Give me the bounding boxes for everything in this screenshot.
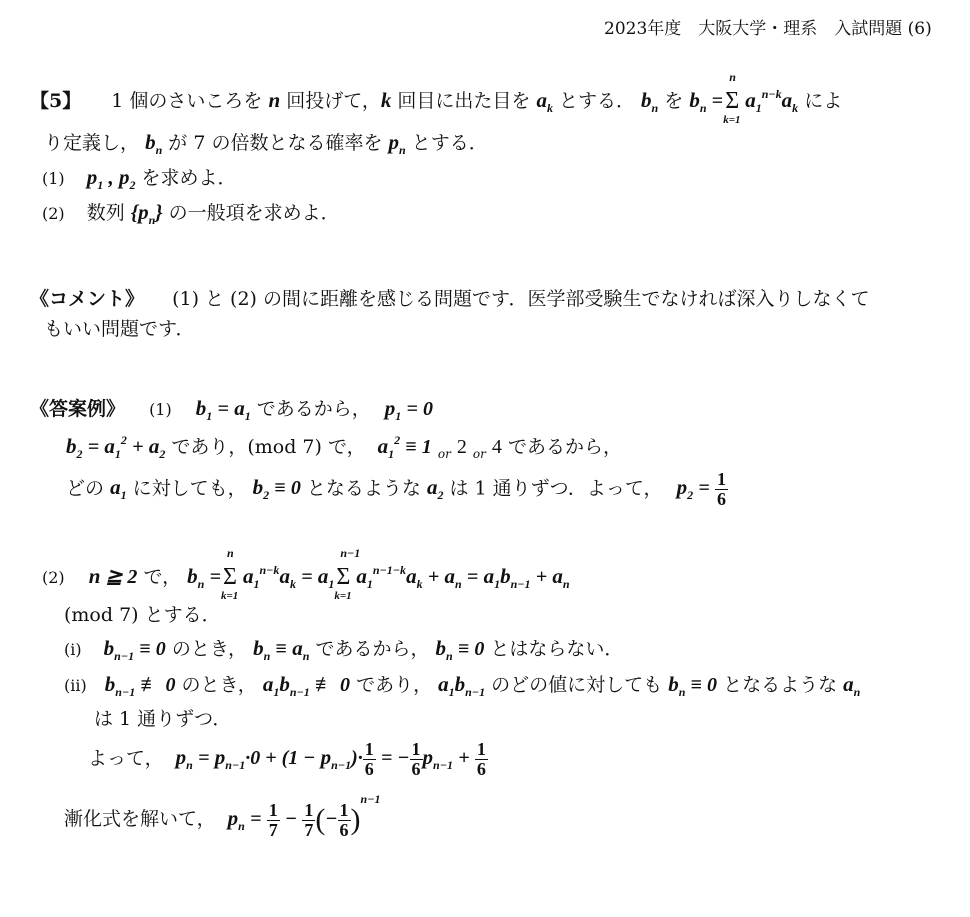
problem-line-2: り定義し， $b_n$ が 7 の倍数となる確率を $p_n$ とする． [44,130,488,157]
case-ii: (ii) $b_{n-1}$ ≢ 0 のとき， $a_1b_{n-1}$ ≢ 0 であり， $a_1b_{n-1}$ のどの値に対しても $b_n \equiv 0$ となるような $a_n$ [64,672,861,699]
page-header: 2023年度 大阪大学・理系 入試問題 (6) [604,19,932,39]
bn-definition: $b_n$ = n Σ k=1 $a_1^{n-k}a_k$ [689,70,799,127]
answer-line-3: どの $a_1$ に対しても， $b_2 \equiv 0$ となるような $a_2$ は 1 通りずつ．よって， $p_2$ = $\frac{1}{6}$ [66,469,726,509]
comment-line-1: 《コメント》 (1) と (2) の間に距離を感じる問題です．医学部受験生でなければ深入りしなくて [30,288,870,310]
answer-line-1: 《答案例》 (1) $b_1 = a_1$ であるから， $p_1 = 0$ [30,396,433,423]
question-2: (2) 数列 $\{p_n\}$ の一般項を求めよ． [42,200,340,227]
solution-line: 漸化式を解いて， $p_n$ = $\frac{1}{7}$ − $\frac{1}{7}$ (− $\frac{1}{6}$ )$^{n-1}$ [64,792,381,840]
mod-line: (mod 7) とする． [64,604,221,626]
answer-label: 《答案例》 [30,398,126,420]
comment-line-2: もいい問題です． [44,318,195,340]
recurrence-line: よって， $p_n = p_{n-1}\cdot 0 + (1 - p_{n-1})\cdot$ $\frac{1}{6}$ = − $\frac{1}{6}$ $p_{n-1}$ + $\frac{1}{6}$ [88,739,486,779]
answer-part2-line-1: (2) n ≧ 2 で， $b_n$ = n Σ k=1 $a_1^{n-k}a_k = a_1$ n−1 Σ k=1 $a_1^{n-1-k}a_k + a_n = a_1b_{n-1} + a_n$ [42,546,570,603]
case-i: (i) $b_{n-1} \equiv 0$ のとき， $b_n \equiv a_n$ であるから， $b_n \equiv 0$ とはならない． [64,636,624,663]
question-1: (1) $p_1$ , $p_2$ を求めよ． [42,165,237,192]
answer-line-2: $b_2 = a_1^2 + a_2$ であり，(mod 7) で， $a_1^2 \equiv 1$ $_{or}$ 2 $_{or}$ 4 であるから， [66,433,622,461]
problem-line-1: 【5】 1 個のさいころを n 回投げて，k 回目に出た目を $a_k$ とする． $b_n$ を $b_n$ = n Σ k=1 $a_1^{n-k}a_k$ によ [30,70,843,127]
case-ii-cont: は 1 通りずつ． [94,708,232,730]
comment-label: 《コメント》 [30,288,145,310]
problem-number: 【5】 [30,90,82,112]
